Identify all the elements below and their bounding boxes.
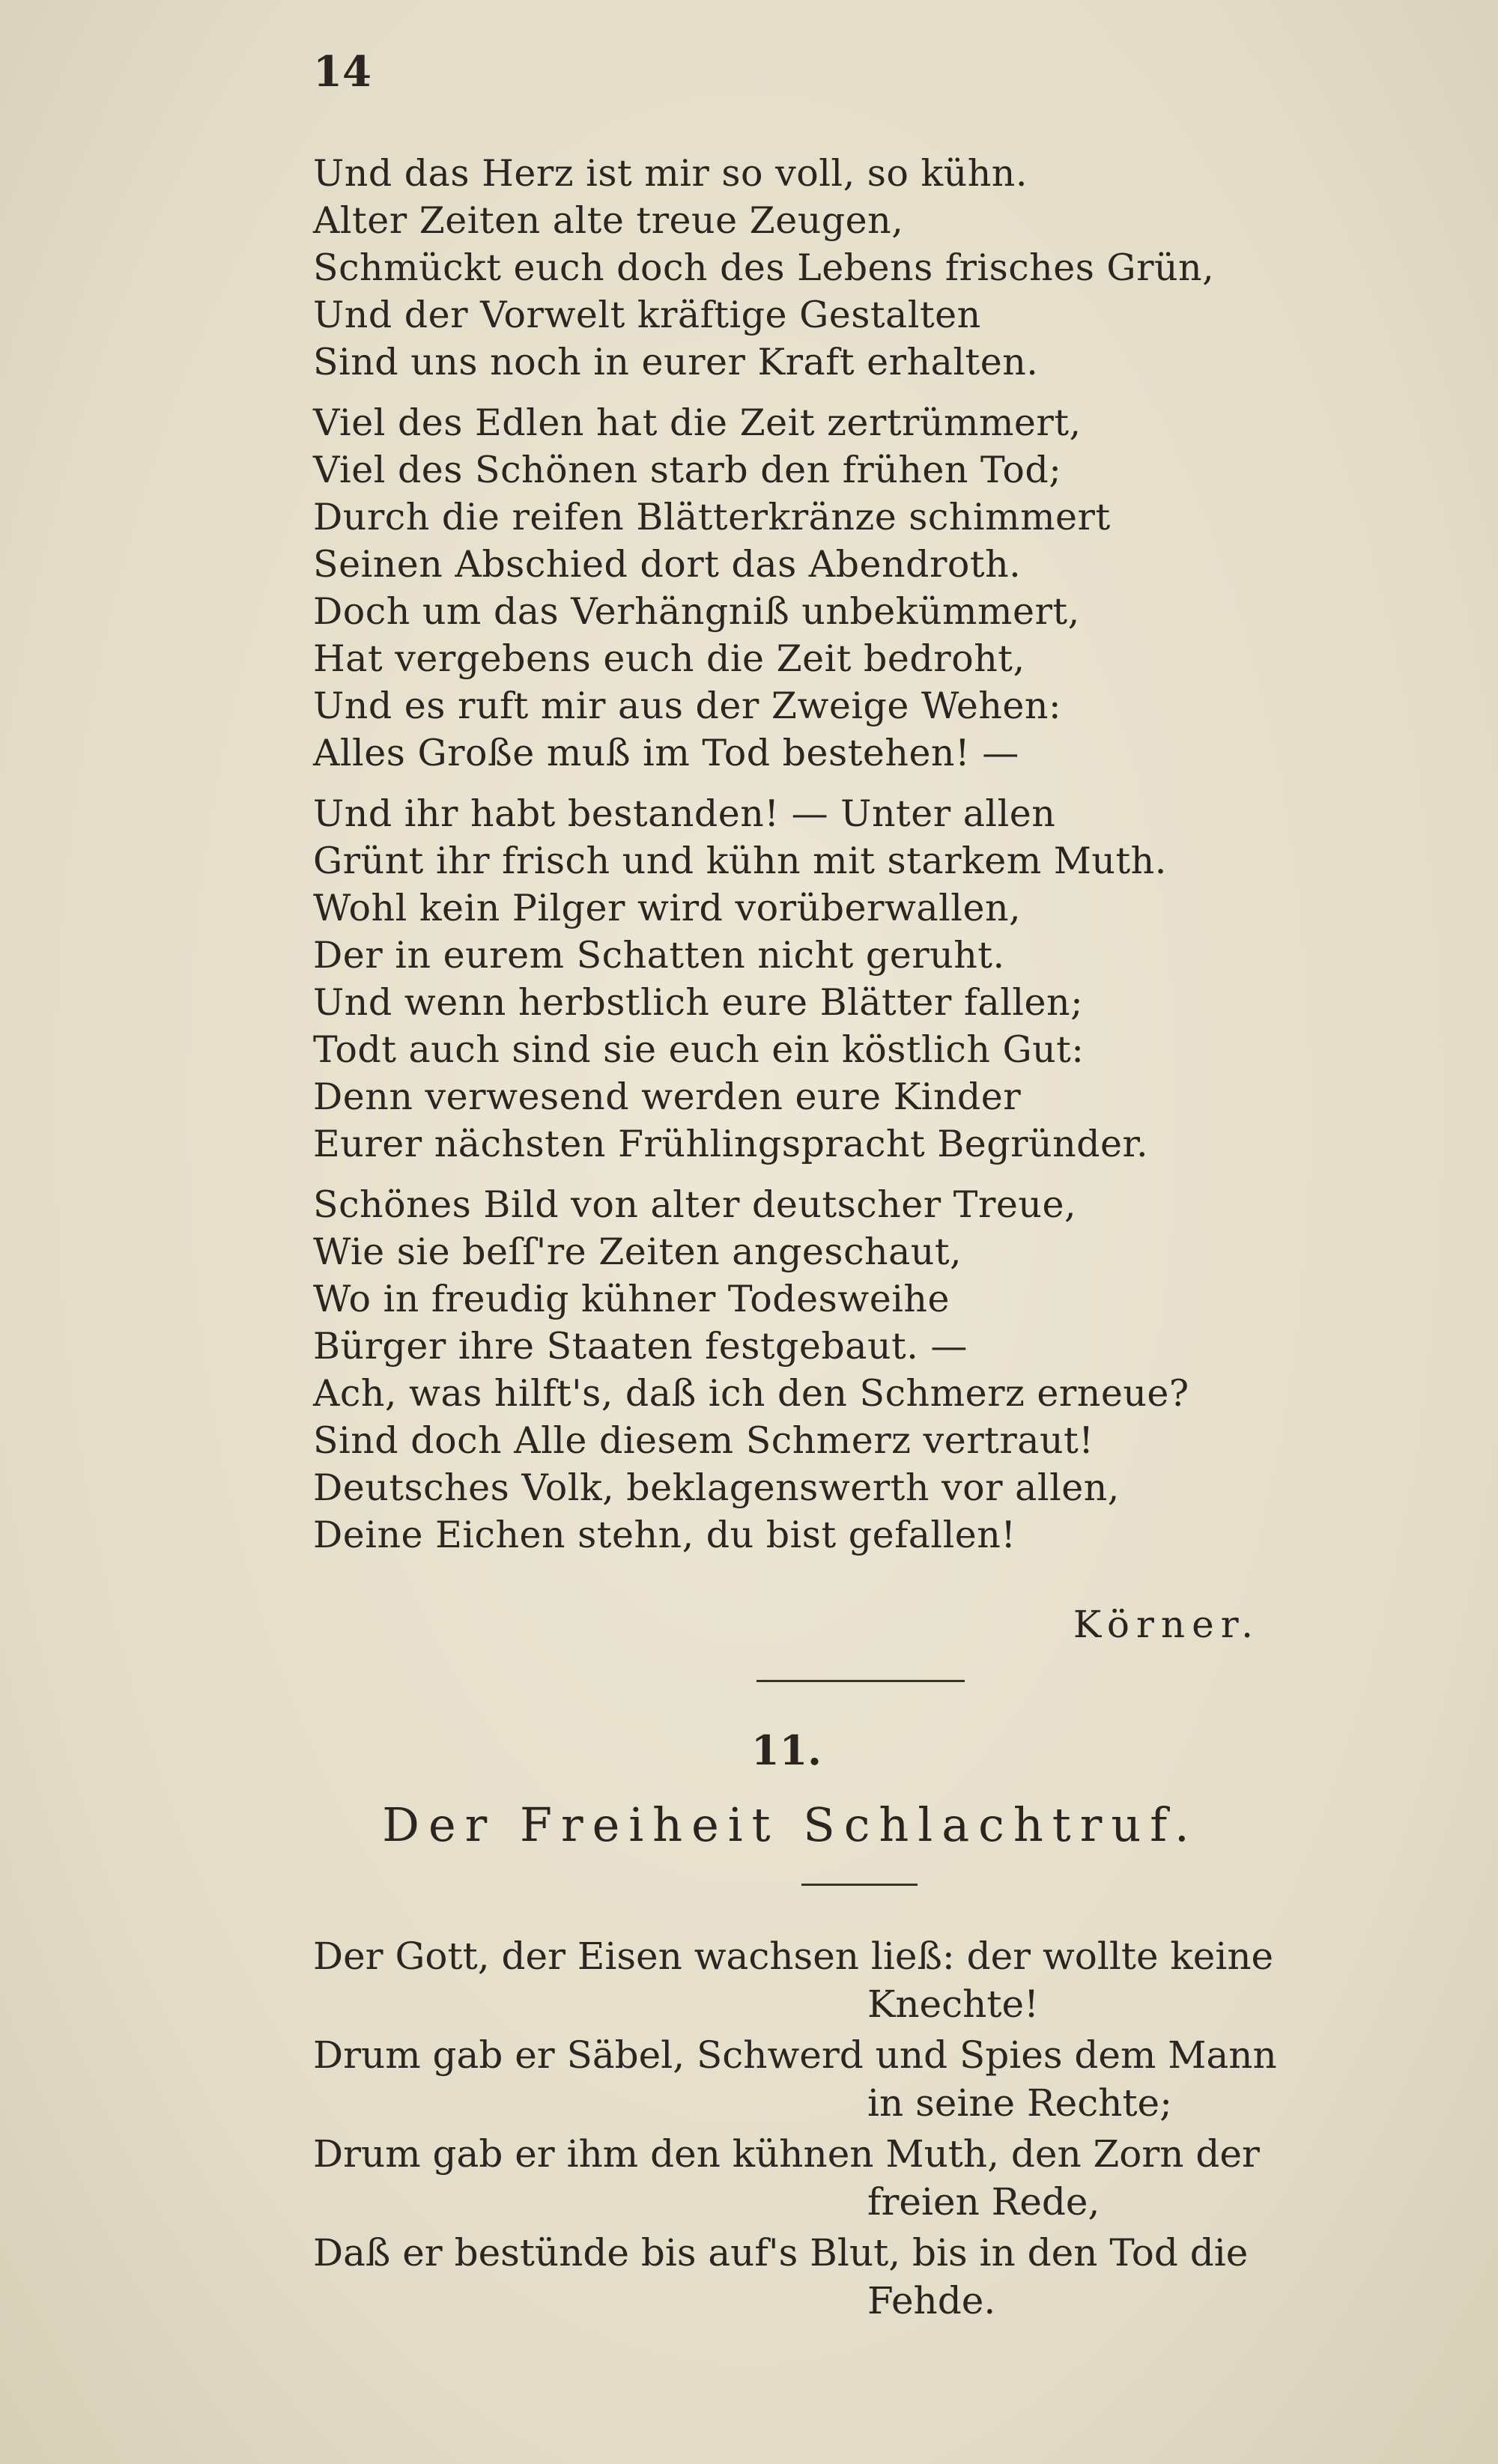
poem-line: Wie sie beſſ're Zeiten angeschaut, [313, 1231, 962, 1273]
song-line: Der Gott, der Eisen wachsen ließ: der wollte keine [313, 1935, 1274, 1978]
song-line-continuation: Knechte! [867, 1982, 1040, 2026]
section-title: Der Freiheit Schlachtruf. [382, 1797, 1198, 1852]
poem-line: Doch um das Verhängniß unbekümmert, [313, 590, 1080, 633]
poem-line: Schönes Bild von alter deutscher Treue, [313, 1183, 1077, 1226]
poem-line: Alter Zeiten alte treue Zeugen, [313, 199, 904, 242]
poem-line: Denn verwesend werden eure Kinder [313, 1075, 1022, 1118]
poem-line: Hat vergebens euch die Zeit bedroht, [313, 637, 1025, 680]
poem-line: Wo in freudig kühner Todesweihe [313, 1278, 950, 1320]
stanza-2 [313, 399, 1362, 777]
poem-line: Eurer nächsten Frühlingspracht Begründer. [313, 1123, 1149, 1165]
song-line-continuation: in seine Rechte; [867, 2081, 1172, 2125]
poem-line: Ach, was hilft's, daß ich den Schmerz erneue? [313, 1372, 1189, 1415]
song-line: Drum gab er ihm den kühnen Muth, den Zorn der [313, 2132, 1260, 2176]
poem-line: Bürger ihre Staaten festgebaut. — [313, 1325, 968, 1368]
poem-line: Wohl kein Pilger wird vorüberwallen, [313, 887, 1022, 929]
page-number: 14 [313, 47, 372, 97]
song-freiheit-schlachtruf [313, 1932, 1414, 2328]
song-line: Drum gab er Säbel, Schwerd und Spies dem Mann [313, 2033, 1277, 2077]
poem-line: Sind doch Alle diesem Schmerz vertraut! [313, 1419, 1094, 1462]
poem-line: Und ihr habt bestanden! — Unter allen [313, 792, 1056, 835]
poem-line: Deutsches Volk, beklagenswerth vor allen, [313, 1466, 1120, 1509]
poem-line: Alles Große muß im Tod bestehen! — [313, 732, 1019, 774]
section-number: 11. [751, 1726, 822, 1774]
poem-line: Durch die reifen Blätterkränze schimmert [313, 496, 1111, 538]
poem-line: Und der Vorwelt kräftige Gestalten [313, 294, 981, 336]
poem-line: Todt auch sind sie euch ein köstlich Gut: [313, 1028, 1085, 1071]
song-line-continuation: freien Rede, [867, 2180, 1100, 2224]
poem-line: Und wenn herbstlich eure Blätter fallen; [313, 981, 1084, 1024]
stanza-1 [313, 150, 1362, 386]
poem-line: Grünt ihr frisch und kühn mit starkem Muth. [313, 840, 1167, 882]
section-divider [756, 1680, 965, 1682]
poem-line: Viel des Schönen starb den frühen Tod; [313, 449, 1062, 491]
poem-line: Und es ruft mir aus der Zweige Wehen: [313, 685, 1061, 727]
poem-line: Seinen Abschied dort das Abendroth. [313, 543, 1022, 586]
stanza-3 [313, 790, 1362, 1168]
poem-line: Und das Herz ist mir so voll, so kühn. [313, 152, 1028, 195]
song-line-continuation: Fehde. [867, 2279, 996, 2322]
title-underline [801, 1884, 918, 1886]
author-signature: Körner. [1073, 1603, 1260, 1646]
poem-line: Schmückt euch doch des Lebens frisches Grün, [313, 246, 1215, 289]
song-line: Daß er bestünde bis auf's Blut, bis in den Tod die [313, 2231, 1249, 2275]
poem-line: Sind uns noch in eurer Kraft erhalten. [313, 341, 1039, 383]
poem-koerner [313, 150, 1362, 1572]
poem-line: Viel des Edlen hat die Zeit zertrümmert, [313, 401, 1082, 444]
stanza-4 [313, 1181, 1362, 1559]
poem-line: Deine Eichen stehn, du bist gefallen! [313, 1514, 1016, 1556]
poem-line: Der in eurem Schatten nicht geruht. [313, 934, 1005, 977]
